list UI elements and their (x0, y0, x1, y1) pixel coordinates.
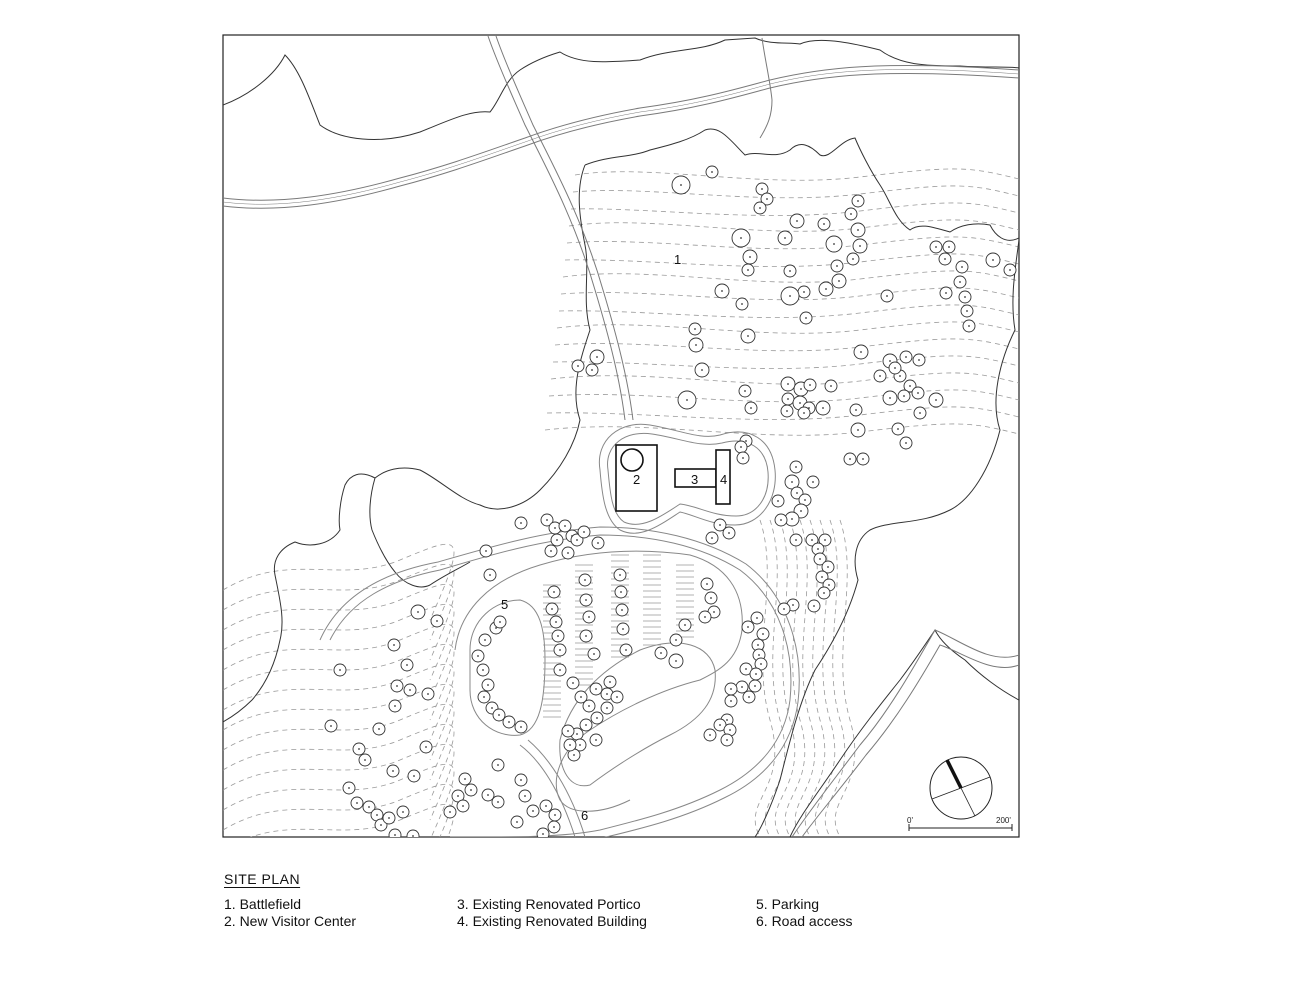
tree-trunk (559, 649, 561, 651)
tree-trunk (497, 764, 499, 766)
tree-trunk (585, 635, 587, 637)
tree-trunk (388, 817, 390, 819)
tree-trunk (520, 726, 522, 728)
scale-label-end: 200' (996, 816, 1011, 825)
tree-trunk (596, 717, 598, 719)
tree-trunk (425, 746, 427, 748)
tree-trunk (827, 566, 829, 568)
tree-trunk (726, 719, 728, 721)
tree-trunk (822, 407, 824, 409)
tree-trunk (394, 834, 396, 836)
tree-trunk (823, 592, 825, 594)
tree-trunk (368, 806, 370, 808)
tree-trunk (620, 591, 622, 593)
plan-frame (223, 35, 1019, 837)
tree-trunk (551, 608, 553, 610)
tree-trunk (711, 537, 713, 539)
tree-trunk (889, 360, 891, 362)
tree-trunk (789, 295, 791, 297)
tree-trunk (462, 805, 464, 807)
tree-trunk (554, 527, 556, 529)
tree-trunk (966, 310, 968, 312)
tree-trunk (823, 223, 825, 225)
tree-trunk (584, 579, 586, 581)
legend-item-portico: 3. Existing Renovated Portico (457, 896, 641, 912)
tree-trunk (559, 669, 561, 671)
tree-trunk (579, 744, 581, 746)
tree-trunk (585, 724, 587, 726)
tree-trunk (597, 542, 599, 544)
tree-trunk (546, 519, 548, 521)
tree-trunk (499, 621, 501, 623)
tree-trunk (489, 574, 491, 576)
tree-trunk (968, 325, 970, 327)
legend-item-building: 4. Existing Renovated Building (457, 913, 647, 929)
tree-trunk (791, 518, 793, 520)
tree-trunk (909, 385, 911, 387)
tree-trunk (821, 576, 823, 578)
legend-title: SITE PLAN (224, 871, 301, 887)
tree-trunk (903, 395, 905, 397)
tree-trunk (616, 696, 618, 698)
tree-trunk (836, 265, 838, 267)
tree-trunk (380, 824, 382, 826)
tree-trunk (809, 384, 811, 386)
tree-trunk (800, 388, 802, 390)
tree-trunk (553, 826, 555, 828)
tree-trunk (917, 392, 919, 394)
tree-trunk (393, 644, 395, 646)
tree-trunk (378, 728, 380, 730)
tree-trunk (675, 660, 677, 662)
tree-trunk (622, 628, 624, 630)
tree-trunk (484, 639, 486, 641)
tree-trunk (747, 335, 749, 337)
tree-trunk (625, 649, 627, 651)
tree-trunk (1009, 269, 1011, 271)
tree-trunk (554, 814, 556, 816)
tree-trunk (824, 539, 826, 541)
tree-trunk (740, 237, 742, 239)
tree-trunk (777, 500, 779, 502)
tree-trunk (588, 616, 590, 618)
tree-trunk (730, 688, 732, 690)
tree-trunk (520, 779, 522, 781)
tree-trunk (894, 367, 896, 369)
tree-trunk (464, 778, 466, 780)
tree-trunk (376, 814, 378, 816)
tree-trunk (799, 402, 801, 404)
tree-trunk (789, 270, 791, 272)
tree-trunk (394, 705, 396, 707)
tree-trunk (567, 730, 569, 732)
tree-trunk (849, 458, 851, 460)
tree-trunk (596, 356, 598, 358)
tree-trunk (747, 269, 749, 271)
tree-trunk (945, 292, 947, 294)
tree-trunk (497, 801, 499, 803)
tree-trunk (721, 290, 723, 292)
label-portico: 3 (691, 472, 699, 487)
tree-trunk (948, 246, 950, 248)
tree-trunk (745, 668, 747, 670)
tree-trunk (508, 721, 510, 723)
tree-trunk (886, 295, 888, 297)
tree-trunk (686, 399, 688, 401)
tree-trunk (758, 654, 760, 656)
tree-trunk (828, 584, 830, 586)
tree-trunk (749, 256, 751, 258)
tree-trunk (524, 795, 526, 797)
tree-trunk (857, 200, 859, 202)
tree-trunk (935, 246, 937, 248)
tree-trunk (485, 550, 487, 552)
tree-trunk (813, 605, 815, 607)
tree-trunk (729, 729, 731, 731)
visitor-center-rotunda (621, 449, 643, 471)
tree-trunk (577, 365, 579, 367)
tree-trunk (564, 525, 566, 527)
tree-trunk (609, 681, 611, 683)
tree-trunk (762, 633, 764, 635)
tree-trunk (595, 688, 597, 690)
tree-trunk (745, 440, 747, 442)
tree-trunk (591, 369, 593, 371)
tree-trunk (706, 583, 708, 585)
tree-trunk (879, 375, 881, 377)
tree-trunk (792, 604, 794, 606)
tree-trunk (905, 442, 907, 444)
tree-trunk (756, 617, 758, 619)
tree-trunk (593, 653, 595, 655)
tree-trunk (711, 171, 713, 173)
tree-trunk (580, 696, 582, 698)
tree-trunk (619, 574, 621, 576)
tree-trunk (830, 385, 832, 387)
tree-trunk (730, 700, 732, 702)
tree-trunk (576, 539, 578, 541)
tree-trunk (713, 611, 715, 613)
legend-item-visitor-center: 2. New Visitor Center (224, 913, 357, 929)
tree-trunk (860, 351, 862, 353)
tree-trunk (838, 280, 840, 282)
tree-trunk (710, 597, 712, 599)
tree-trunk (675, 639, 677, 641)
tree-trunk (889, 397, 891, 399)
tree-trunk (487, 794, 489, 796)
tree-trunk (787, 383, 789, 385)
tree-trunk (680, 184, 682, 186)
tree-trunk (470, 789, 472, 791)
tree-trunk (427, 693, 429, 695)
tree-trunk (964, 296, 966, 298)
tree-trunk (573, 754, 575, 756)
tree-trunk (919, 412, 921, 414)
tree-trunk (396, 685, 398, 687)
tree-trunk (755, 673, 757, 675)
tree-trunk (491, 707, 493, 709)
tree-trunk (557, 635, 559, 637)
tree-trunk (583, 531, 585, 533)
tree-trunk (959, 281, 961, 283)
tree-trunk (803, 412, 805, 414)
tree-trunk (585, 599, 587, 601)
tree-trunk (449, 811, 451, 813)
tree-trunk (766, 198, 768, 200)
tree-trunk (572, 682, 574, 684)
tree-trunk (833, 243, 835, 245)
tree-trunk (402, 811, 404, 813)
tree-trunk (436, 620, 438, 622)
tree-trunk (784, 237, 786, 239)
tree-trunk (859, 245, 861, 247)
tree-trunk (556, 539, 558, 541)
tree-trunk (555, 621, 557, 623)
tree-trunk (992, 259, 994, 261)
scale-label-start: 0' (907, 816, 913, 825)
label-visitor-center: 2 (633, 472, 641, 487)
tree-trunk (704, 616, 706, 618)
tree-trunk (800, 510, 802, 512)
tree-trunk (695, 344, 697, 346)
tree-trunk (740, 446, 742, 448)
label-building: 4 (720, 472, 728, 487)
tree-trunk (805, 317, 807, 319)
tree-trunk (356, 802, 358, 804)
tree-trunk (744, 390, 746, 392)
tree-trunk (569, 744, 571, 746)
tree-trunk (786, 410, 788, 412)
tree-trunk (701, 369, 703, 371)
tree-trunk (741, 303, 743, 305)
tree-trunk (348, 787, 350, 789)
tree-trunk (862, 458, 864, 460)
tree-trunk (358, 748, 360, 750)
tree-trunk (364, 759, 366, 761)
tree-trunk (595, 739, 597, 741)
tree-trunk (413, 775, 415, 777)
tree-trunk (804, 499, 806, 501)
tree-trunk (532, 810, 534, 812)
tree-trunk (905, 356, 907, 358)
tree-trunk (935, 399, 937, 401)
tree-trunk (709, 734, 711, 736)
tree-trunk (857, 229, 859, 231)
tree-trunk (791, 481, 793, 483)
tree-trunk (457, 795, 459, 797)
tree-trunk (588, 705, 590, 707)
tree-trunk (719, 724, 721, 726)
tree-trunk (852, 258, 854, 260)
tree-trunk (759, 207, 761, 209)
tree-trunk (783, 608, 785, 610)
tree-trunk (482, 669, 484, 671)
tree-trunk (796, 492, 798, 494)
tree-trunk (796, 220, 798, 222)
tree-trunk (684, 624, 686, 626)
tree-trunk (747, 626, 749, 628)
tree-trunk (409, 689, 411, 691)
tree-trunk (897, 428, 899, 430)
tree-trunk (750, 407, 752, 409)
tree-trunk (487, 684, 489, 686)
tree-trunk (417, 611, 419, 613)
tree-trunk (795, 466, 797, 468)
tree-trunk (857, 429, 859, 431)
tree-trunk (726, 739, 728, 741)
tree-trunk (741, 686, 743, 688)
tree-trunk (330, 725, 332, 727)
tree-trunk (780, 519, 782, 521)
tree-trunk (483, 696, 485, 698)
tree-trunk (811, 539, 813, 541)
tree-trunk (542, 833, 544, 835)
label-battlefield: 1 (674, 252, 682, 267)
tree-trunk (855, 409, 857, 411)
tree-trunk (760, 663, 762, 665)
tree-canopy (407, 830, 419, 840)
label-road-access: 6 (581, 808, 589, 823)
legend-item-parking: 5. Parking (756, 896, 820, 912)
tree-trunk (621, 609, 623, 611)
tree-trunk (660, 652, 662, 654)
tree-trunk (761, 188, 763, 190)
label-parking: 5 (501, 597, 509, 612)
tree-trunk (825, 288, 827, 290)
tree-trunk (550, 550, 552, 552)
tree-trunk (918, 359, 920, 361)
tree-trunk (819, 558, 821, 560)
tree-trunk (339, 669, 341, 671)
tree-trunk (606, 693, 608, 695)
tree-trunk (850, 213, 852, 215)
tree-trunk (961, 266, 963, 268)
tree-trunk (477, 655, 479, 657)
tree-trunk (392, 770, 394, 772)
tree-trunk (812, 481, 814, 483)
tree-trunk (567, 552, 569, 554)
tree-trunk (412, 835, 414, 837)
tree-trunk (545, 805, 547, 807)
tree-trunk (576, 733, 578, 735)
tree-trunk (520, 522, 522, 524)
tree-trunk (553, 591, 555, 593)
tree-trunk (498, 714, 500, 716)
tree-trunk (757, 644, 759, 646)
tree-trunk (899, 375, 901, 377)
north-arrow (930, 757, 992, 819)
tree-trunk (606, 707, 608, 709)
tree-trunk (406, 664, 408, 666)
tree-trunk (516, 821, 518, 823)
tree-trunk (719, 524, 721, 526)
tree-trunk (728, 532, 730, 534)
legend-item-battlefield: 1. Battlefield (224, 896, 302, 912)
tree-trunk (754, 685, 756, 687)
tree-trunk (742, 457, 744, 459)
tree-trunk (787, 398, 789, 400)
legend-item-road-access: 6. Road access (756, 913, 853, 929)
tree-trunk (817, 548, 819, 550)
tree-trunk (748, 696, 750, 698)
tree-trunk (795, 539, 797, 541)
tree-trunk (944, 258, 946, 260)
tree-trunk (694, 328, 696, 330)
tree-trunk (803, 291, 805, 293)
